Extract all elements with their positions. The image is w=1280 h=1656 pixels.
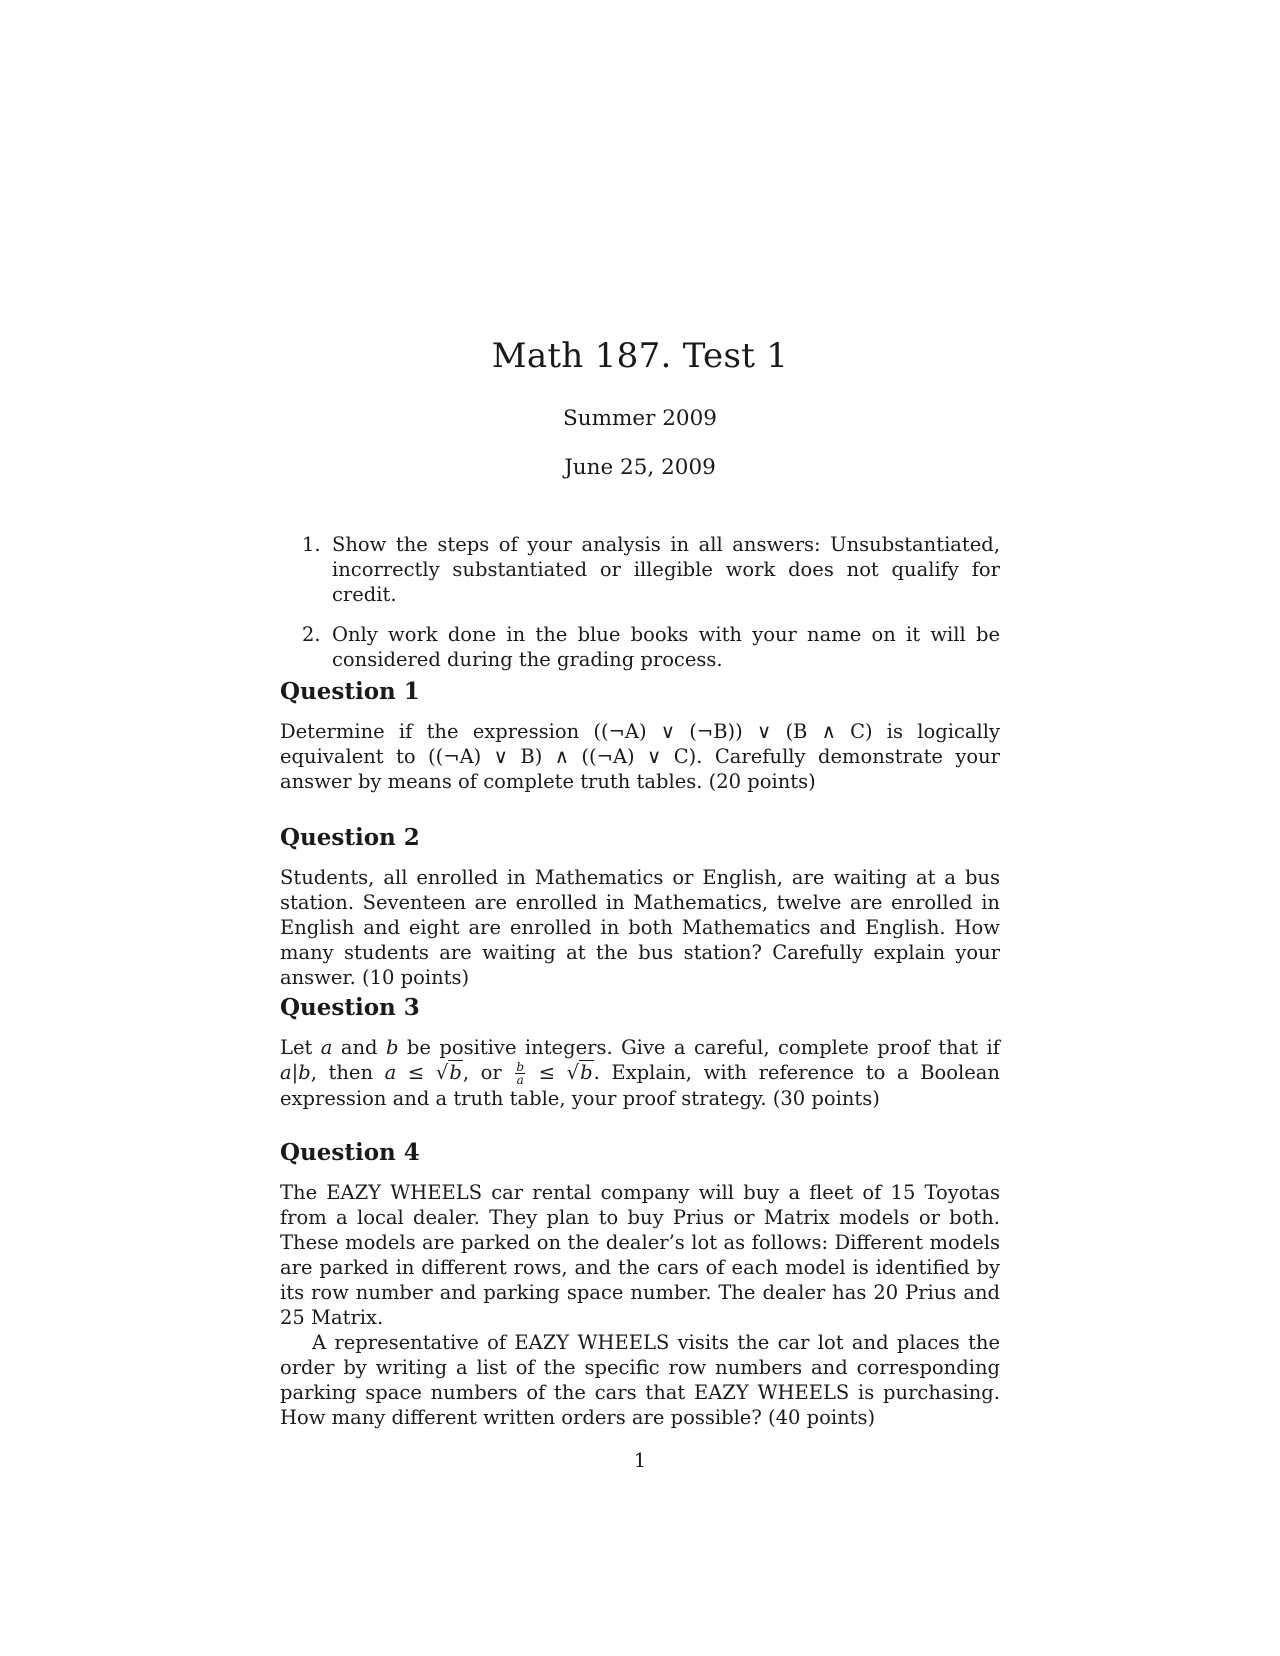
question-1 xyxy=(280,677,1000,794)
text-segment: , or xyxy=(462,1061,514,1084)
text-segment: and xyxy=(332,1036,386,1059)
math-inequality xyxy=(385,1060,463,1084)
math-var-a: a xyxy=(320,1036,333,1059)
question-paragraph: The EAZY WHEELS car rental company will buy a fleet of 15 Toyotas from a local dealer. They plan to buy Prius or Matrix models or both. These models are parked on the dealer’s lot as follows: Different models are parked in different rows, and the cars of each model is identified by its row number and parking space number. The dealer has 20 Prius and 25 Matrix. xyxy=(280,1181,1000,1329)
question-heading: Question 2 xyxy=(280,824,420,851)
fraction-denominator: a xyxy=(516,1073,524,1087)
text-segment: be positive integers. Give a careful, complete proof that if xyxy=(398,1036,1000,1059)
document-title: Math 187. Test 1 xyxy=(491,336,789,376)
math-inequality xyxy=(527,1060,594,1084)
question-text: Students, all enrolled in Mathematics or English, are waiting at a bus station. Seventeen are enrolled in Mathematics, twelve are enrolled in English and eight are enrolled in both Mathematics and English. How many students are waiting at the bus station? Carefully explain your answer. (10 points) xyxy=(280,866,1000,989)
document-date: June 25, 2009 xyxy=(564,455,716,480)
math-var-b: b xyxy=(385,1036,399,1059)
question-3 xyxy=(280,993,1000,1111)
instruction-item xyxy=(280,622,1000,672)
text-segment: Let xyxy=(280,1036,321,1059)
question-heading: Question 1 xyxy=(280,678,420,705)
instructions-list xyxy=(280,532,1000,687)
instruction-number: 2. xyxy=(302,623,321,646)
radicand: b xyxy=(580,1061,593,1084)
math-fraction xyxy=(515,1061,525,1086)
question-heading: Question 4 xyxy=(280,1139,420,1166)
radicand: b xyxy=(449,1061,462,1084)
document-page xyxy=(280,0,1000,1656)
document-term: Summer 2009 xyxy=(563,406,717,431)
math-lhs: ≤ √ xyxy=(527,1061,580,1084)
question-paragraph: A representative of EAZY WHEELS visits the car lot and places the order by writing a list of the specific row numbers and corresponding parking space numbers of the cars that EAZY WHEELS is purchasing. How many different written orders are possible? (40 points) xyxy=(280,1331,1000,1429)
math-divides: a|b xyxy=(280,1061,311,1084)
question-text xyxy=(280,1035,1000,1111)
instruction-item xyxy=(280,532,1000,607)
question-heading: Question 3 xyxy=(280,994,420,1021)
question-4 xyxy=(280,1138,1000,1430)
fraction-numerator: b xyxy=(516,1060,525,1074)
text-segment: , then xyxy=(310,1061,385,1084)
math-lhs: a ≤ √ xyxy=(384,1061,449,1084)
instruction-text: Show the steps of your analysis in all answers: Unsubstantiated, incorrectly substantiated or illegible work does not qualify for credit. xyxy=(332,533,1000,606)
question-2 xyxy=(280,823,1000,990)
instruction-text: Only work done in the blue books with your name on it will be considered during the grading process. xyxy=(332,623,1000,671)
question-text: Determine if the expression ((¬A) ∨ (¬B)) ∨ (B ∧ C) is logically equivalent to ((¬A) ∨ B) ∧ ((¬A) ∨ C). Carefully demonstrate your answer by means of complete truth tables. (20 points) xyxy=(280,720,1000,793)
page-number: 1 xyxy=(633,1449,647,1472)
text-segment: . Explain, with reference to a Boolean expression and a truth table, your proof strategy. (30 points) xyxy=(280,1061,1000,1110)
instruction-number: 1. xyxy=(302,533,321,556)
